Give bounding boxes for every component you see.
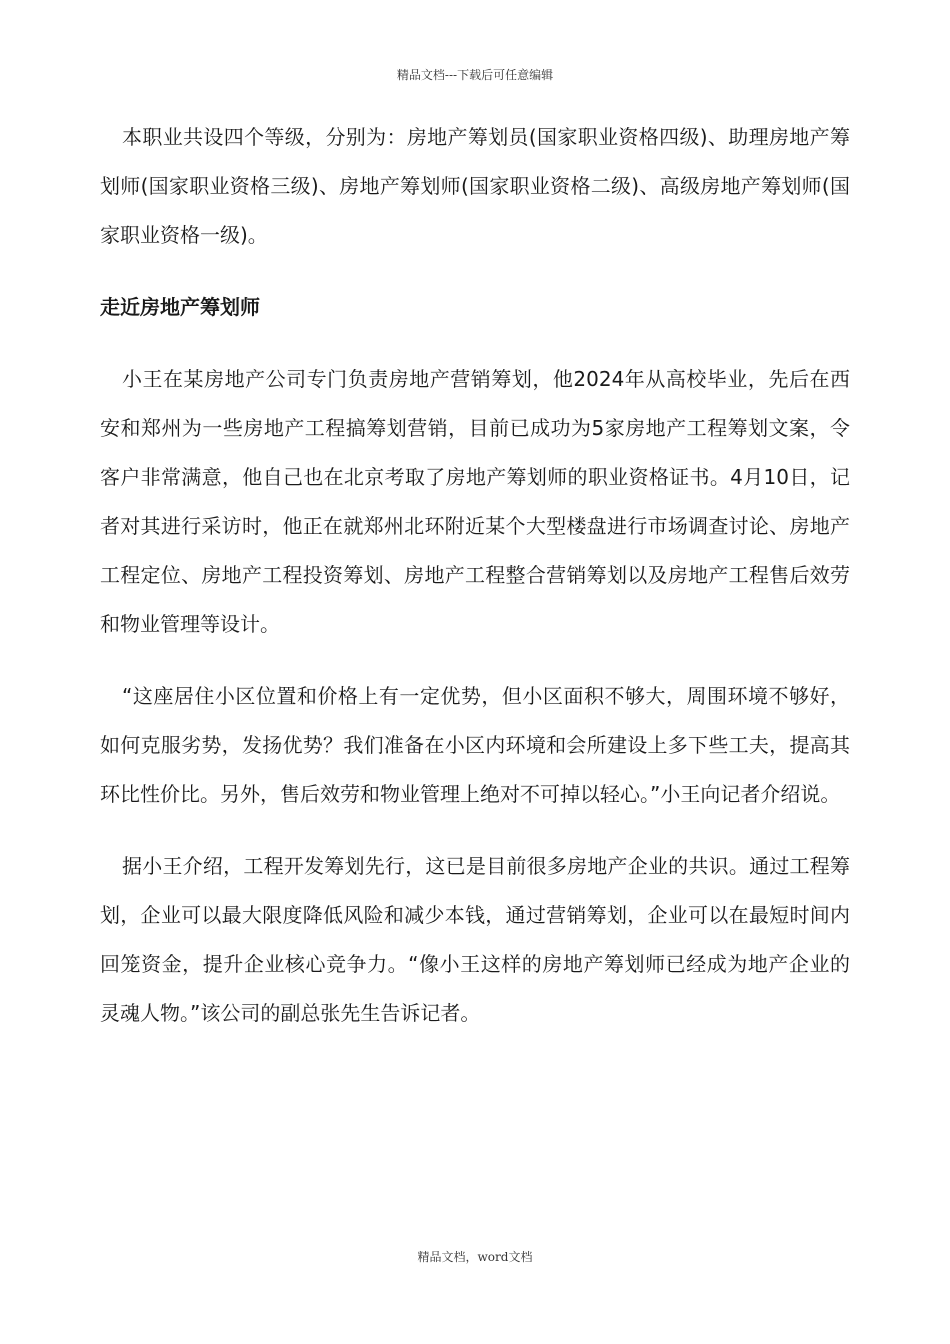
- document-body: [100, 113, 850, 1038]
- paragraph-industry-consensus: 据小王介绍，工程开发筹划先行，这已是目前很多房地产企业的共识。通过工程筹划，企业可以最大限度降低风险和减少本钱，通过营销筹划，企业可以在最短时间内回笼资金，提升企业核心竞争力。“像小王这样的房地产筹划师已经成为地产企业的灵魂人物。”该公司的副总张先生告诉记者。: [100, 854, 850, 1025]
- page-footer: 精品文档，word文档: [417, 1250, 533, 1264]
- section-heading: 走近房地产筹划师: [100, 295, 260, 319]
- paragraph-job-levels: 本职业共设四个等级，分别为：房地产筹划员(国家职业资格四级)、助理房地产筹划师(国家职业资格三级)、房地产筹划师(国家职业资格二级)、高级房地产筹划师(国家职业资格一级)。: [100, 125, 850, 247]
- page-header: 精品文档---下载后可任意编辑: [396, 68, 554, 82]
- paragraph-xiaowang-intro: 小王在某房地产公司专门负责房地产营销筹划，他2024年从高校毕业，先后在西安和郑州为一些房地产工程搞筹划营销，目前已成功为5家房地产工程筹划文案，令客户非常满意，他自己也在北京考取了房地产筹划师的职业资格证书。4月10日，记者对其进行采访时，他正在就郑州北环附近某个大型楼盘进行市场调查讨论、房地产工程定位、房地产工程投资筹划、房地产工程整合营销筹划以及房地产工程售后效劳和物业管理等设计。: [100, 367, 850, 636]
- paragraph-xiaowang-quote: “这座居住小区位置和价格上有一定优势，但小区面积不够大，周围环境不够好，如何克服劣势，发扬优势？我们准备在小区内环境和会所建设上多下些工夫，提高其环比性价比。另外，售后效劳和物业管理上绝对不可掉以轻心。”小王向记者介绍说。: [100, 684, 850, 806]
